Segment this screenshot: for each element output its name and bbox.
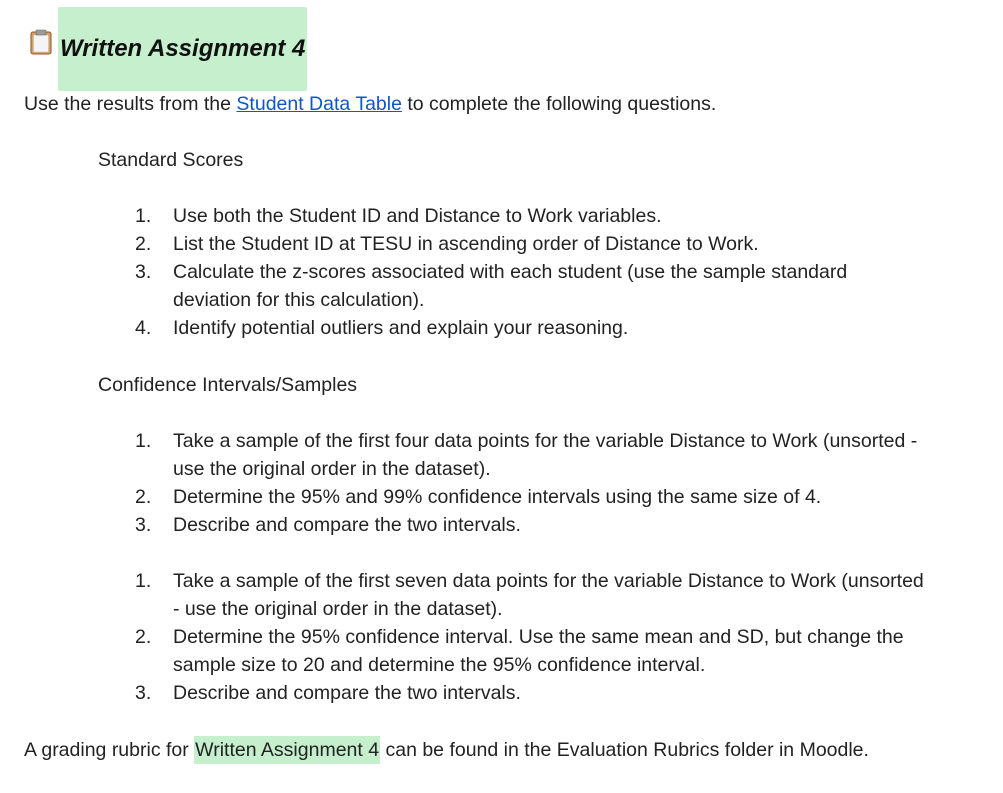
list-number: 3. — [135, 682, 152, 704]
list-number: 1. — [135, 570, 152, 592]
intro-text — [24, 92, 716, 116]
list-item-text: Use both the Student ID and Distance to Work variables. — [173, 205, 662, 227]
list-number: 2. — [135, 626, 152, 648]
clipboard-icon — [30, 29, 52, 55]
list-item-text: List the Student ID at TESU in ascending order of Distance to Work. — [173, 233, 759, 255]
list-item — [0, 230, 930, 258]
section-heading-standard-scores: Standard Scores — [98, 149, 244, 171]
student-data-table-link[interactable]: Student Data Table — [236, 93, 402, 115]
list-item — [0, 623, 930, 679]
list-item-text: Take a sample of the first four data points for the variable Distance to Work (unsorted - use the original order in the dataset). — [173, 430, 918, 480]
intro-after-link: to complete the following questions. — [401, 93, 717, 115]
grading-rubric-note — [24, 738, 869, 762]
list-item — [0, 258, 930, 314]
list-item — [0, 427, 930, 483]
standard-scores-list — [0, 202, 1003, 342]
list-item-text: Identify potential outliers and explain your reasoning. — [173, 317, 629, 339]
list-number: 3. — [135, 261, 152, 283]
list-number: 1. — [135, 430, 152, 452]
page-title: Written Assignment 4 — [60, 35, 306, 62]
intro-before-link: Use the results from the — [24, 93, 237, 115]
list-number: 3. — [135, 514, 152, 536]
list-item — [0, 314, 930, 342]
confidence-intervals-list-b — [0, 567, 1003, 707]
list-item-text: Describe and compare the two intervals. — [173, 514, 521, 536]
footer-highlight: Written Assignment 4 — [194, 736, 380, 764]
list-item — [0, 511, 930, 539]
list-item-text: Describe and compare the two intervals. — [173, 682, 521, 704]
list-number: 1. — [135, 205, 152, 227]
list-item — [0, 679, 930, 707]
list-item — [0, 202, 930, 230]
confidence-intervals-list-a — [0, 427, 1003, 539]
list-number: 2. — [135, 486, 152, 508]
list-item-text: Take a sample of the first seven data points for the variable Distance to Work (unsorted - use the original order in the dataset). — [173, 570, 924, 620]
footer-after: can be found in the Evaluation Rubrics folder in Moodle. — [380, 739, 869, 761]
assignment-title — [30, 7, 307, 91]
list-item-text: Determine the 95% and 99% confidence intervals using the same size of 4. — [173, 486, 822, 508]
list-number: 4. — [135, 317, 152, 339]
list-item-text: Calculate the z-scores associated with each student (use the sample standard deviation for this calculation). — [173, 261, 848, 311]
list-number: 2. — [135, 233, 152, 255]
section-heading-confidence-intervals: Confidence Intervals/Samples — [98, 374, 358, 396]
list-item-text: Determine the 95% confidence interval. Use the same mean and SD, but change the sample size to 20 and determine the 95% confidence interval. — [173, 626, 904, 676]
list-item — [0, 483, 930, 511]
footer-before: A grading rubric for — [24, 739, 195, 761]
list-item — [0, 567, 930, 623]
title-highlight — [58, 7, 307, 91]
